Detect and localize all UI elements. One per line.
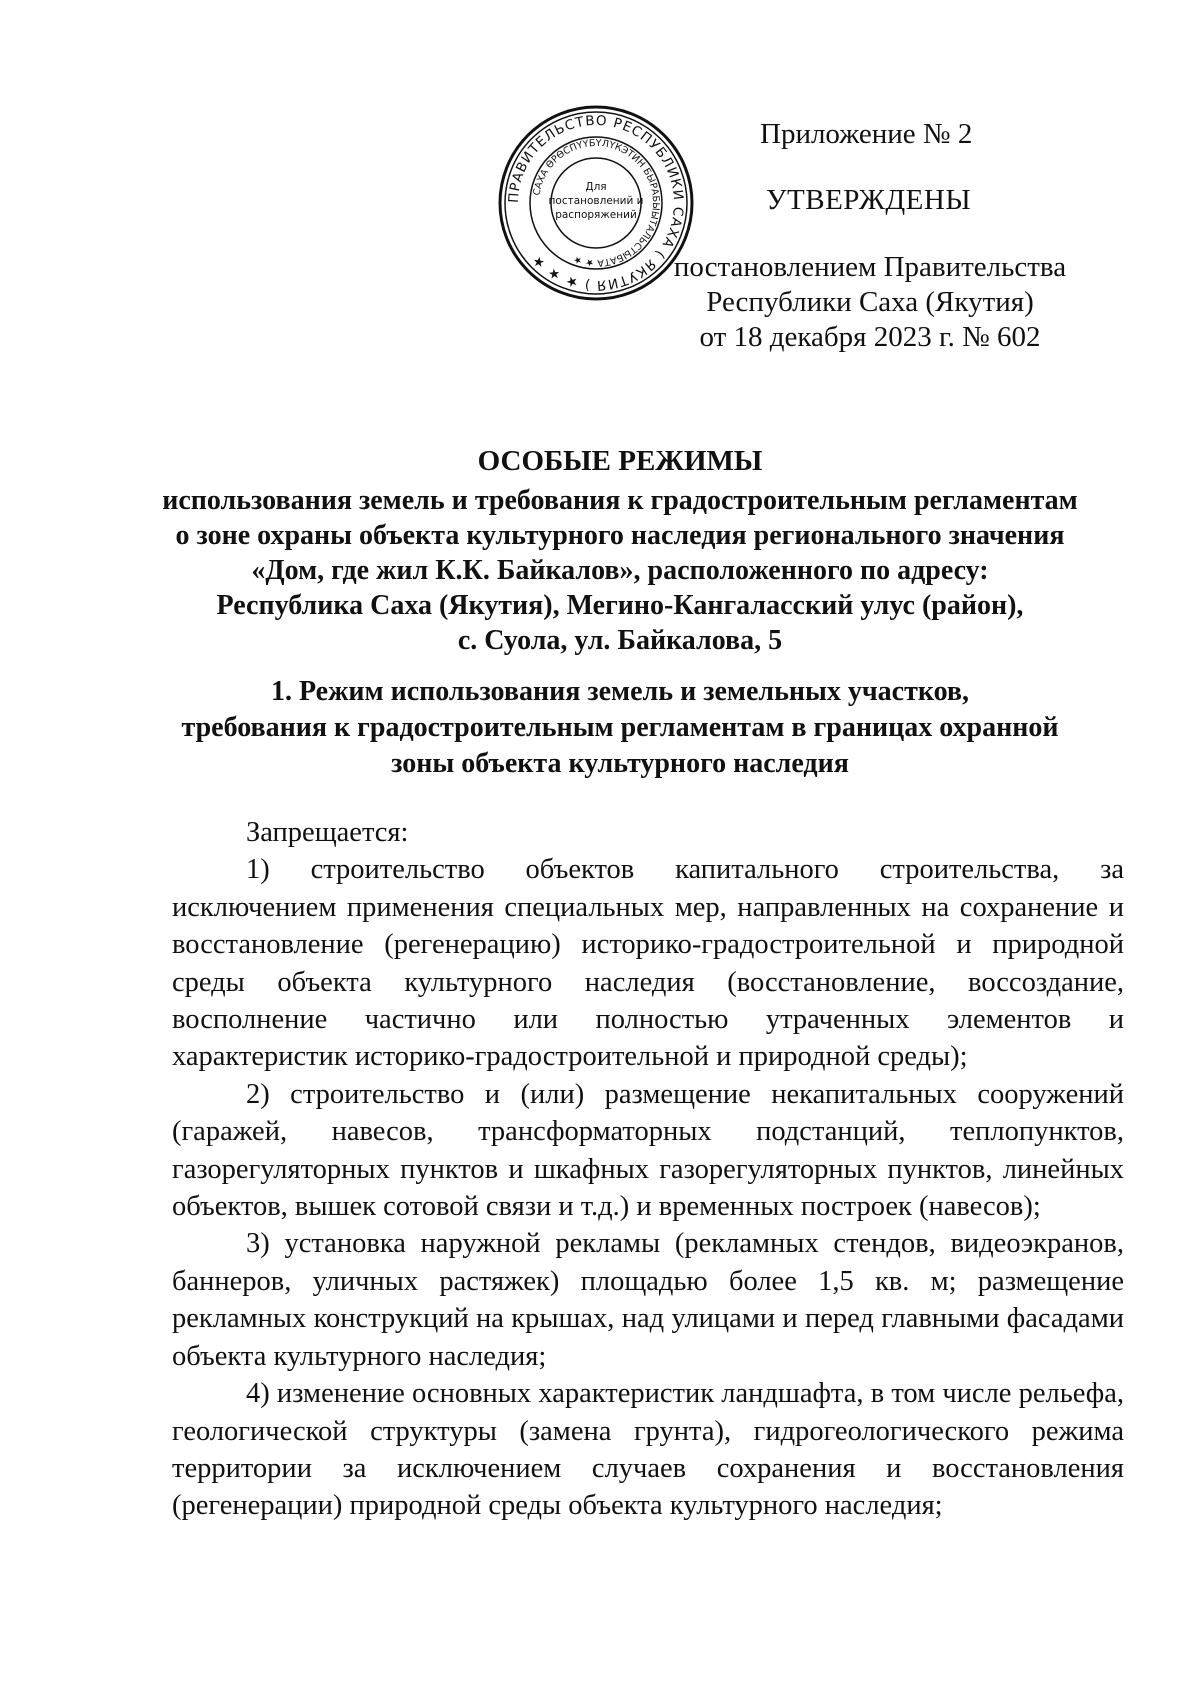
document-title: ОСОБЫЕ РЕЖИМЫ bbox=[477, 445, 763, 477]
list-item: 1) строительство объектов капитального строительства, за исключением применения специальных мер, направленных на сохранение и восстановление (регенерацию) историко-градостроительной и природной среды объекта культурного наследия (восстановление, воссоздание, восполнение частично или полностью утраченных элементов и характеристик историко-градостроительной и природной среды); bbox=[172, 854, 1124, 1073]
approval-line: постановлением Правительства bbox=[673, 251, 1067, 283]
title-line: «Дом, где жил К.К. Байкалов», расположенного по адресу: bbox=[251, 555, 989, 586]
seal-center-line-1: Для bbox=[585, 181, 607, 193]
section-heading-line: зоны объекта культурного наследия bbox=[391, 748, 849, 779]
appendix-number: Приложение № 2 bbox=[760, 118, 973, 150]
approved-label: УТВЕРЖДЕНЫ bbox=[766, 184, 972, 216]
title-line: с. Суола, ул. Байкалова, 5 bbox=[457, 625, 783, 656]
approval-line: Республики Саха (Якутия) bbox=[706, 286, 1034, 318]
title-line: о зоне охраны объекта культурного наследия регионального значения bbox=[175, 520, 1065, 551]
list-item: 4) изменение основных характеристик ландшафта, в том числе рельефа, геологической структуры (замена грунта), гидрогеологического режима территории за исключением случаев сохранения и восстановления (регенерации) природной среды объекта культурного наследия; bbox=[172, 1378, 1124, 1522]
title-line: Республика Саха (Якутия), Мегино-Кангаласский улус (район), bbox=[216, 590, 1024, 621]
title-line: использования земель и требования к градостроительным регламентам bbox=[162, 485, 1078, 516]
list-item: 3) установка наружной рекламы (рекламных стендов, видеоэкранов, баннеров, уличных растяжек) площадью более 1,5 кв. м; размещение рекламных конструкций на крышах, над улицами и перед главными фасадами объекта культурного наследия; bbox=[172, 1228, 1124, 1372]
section-heading bbox=[120, 674, 1120, 782]
seal-inner-text: САХА ӨРӨСПҮҮБҮЛҮКЭТИН БЫРАБЫЫТАЛЬСТЫБАТА ★ ★ bbox=[531, 137, 662, 269]
section-body bbox=[172, 814, 1124, 1525]
approval-line: от 18 декабря 2023 г. № 602 bbox=[699, 321, 1041, 353]
seal-center-line-3: распоряжений bbox=[555, 209, 637, 221]
section-heading-line: требования к градостроительным регламентам в границах охранной bbox=[181, 712, 1059, 743]
section-heading-line: 1. Режим использования земель и земельных участков, bbox=[270, 676, 970, 707]
list-item: 2) строительство и (или) размещение некапитальных сооружений (гаражей, навесов, трансформаторных подстанций, теплопунктов, газорегуляторных пунктов и шкафных газорегуляторных пунктов, линейных объектов, вышек сотовой связи и т.д.) и временных построек (навесов); bbox=[172, 1078, 1124, 1223]
prohibited-label: Запрещается: bbox=[246, 817, 409, 848]
document-title-block bbox=[120, 444, 1120, 658]
approval-reference bbox=[660, 250, 1080, 355]
seal-outer-text: ПРАВИТЕЛЬСТВО РЕСПУБЛИКИ САХА ( ЯКУТИЯ ) ★ ★ ★ bbox=[505, 112, 687, 294]
seal-center-line-2: постановлений и bbox=[548, 195, 644, 207]
